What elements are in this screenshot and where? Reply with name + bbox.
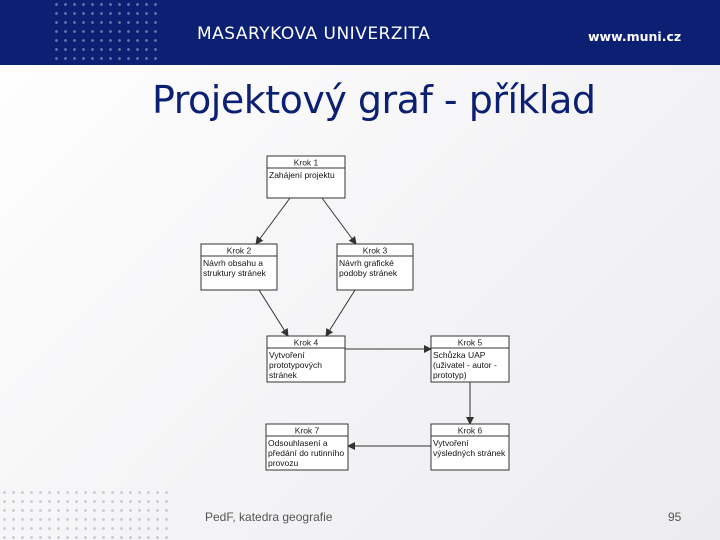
step-5-text-line: prototyp): [433, 370, 467, 380]
step-7-text-line: předání do rutinního: [268, 448, 345, 458]
step-1-label: Krok 1: [293, 157, 319, 168]
footer-text: PedF, katedra geografie: [205, 510, 333, 524]
step-3-box: [337, 244, 413, 290]
step-7-text-line: provozu: [268, 458, 299, 468]
step-5-box: [431, 336, 509, 382]
step-4-text-line: Vytvoření: [269, 350, 305, 360]
step-3-label: Krok 3: [362, 245, 388, 256]
arrow-step-2-to-step-4: [259, 290, 288, 336]
university-url: www.muni.cz: [588, 29, 682, 44]
arrow-step-1-to-step-3: [322, 198, 356, 244]
university-name: MASARYKOVA UNIVERZITA: [197, 24, 431, 44]
step-4-label: Krok 4: [293, 337, 319, 348]
step-5-label: Krok 5: [457, 337, 483, 348]
footer-dot-pattern: [0, 488, 170, 540]
step-5-text-line: (uživatel - autor -: [433, 360, 497, 370]
step-3-text-line: Návrh grafické: [339, 258, 394, 268]
step-2-box: [201, 244, 277, 290]
arrow-step-1-to-step-2: [256, 198, 290, 244]
step-5-text-line: Schůzka UAP: [433, 350, 486, 360]
step-4-text-line: stránek: [269, 370, 297, 380]
step-6-text-line: výsledných stránek: [433, 448, 506, 458]
step-7-box: [266, 424, 348, 470]
step-4-box: [267, 336, 345, 382]
step-7-label: Krok 7: [294, 425, 320, 436]
step-3-text-line: podoby stránek: [339, 268, 398, 278]
arrow-step-3-to-step-4: [326, 290, 355, 336]
slide-title: Projektový graf - příklad: [152, 78, 596, 122]
step-4-text-line: prototypových: [269, 360, 322, 370]
step-1-box: [267, 156, 345, 198]
step-6-label: Krok 6: [457, 425, 483, 436]
step-2-text-line: Návrh obsahu a: [203, 258, 264, 268]
page-number: 95: [668, 510, 682, 524]
step-1-text-line: Zahájení projektu: [269, 170, 335, 180]
step-6-text-line: Vytvoření: [433, 438, 469, 448]
step-6-box: [431, 424, 509, 470]
step-2-label: Krok 2: [226, 245, 252, 256]
step-2-text-line: struktury stránek: [203, 268, 266, 278]
step-7-text-line: Odsouhlasení a: [268, 438, 328, 448]
